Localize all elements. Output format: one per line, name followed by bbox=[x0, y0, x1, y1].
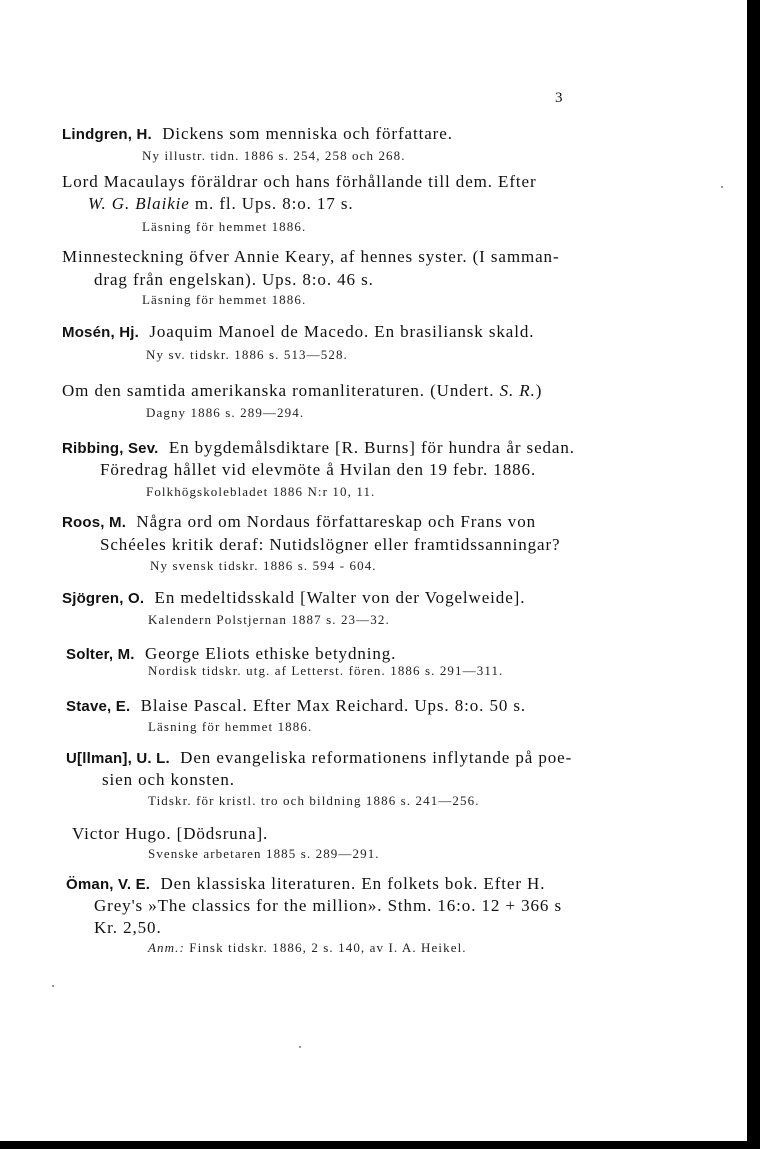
page-number: 3 bbox=[555, 90, 563, 106]
entry-author: Lindgren, H. bbox=[62, 126, 152, 143]
entry-title-line bbox=[62, 588, 525, 609]
entry-source: Ny illustr. tidn. 1886 s. 254, 258 och 268. bbox=[142, 148, 406, 163]
entry-source: Kalendern Polstjernan 1887 s. 23—32. bbox=[148, 612, 390, 627]
entry-source: Dagny 1886 s. 289—294. bbox=[146, 405, 305, 420]
entry-title-continued: Grey's »The classics for the million». Sthm. 16:o. 12 + 366 s bbox=[94, 896, 562, 915]
entry-source: Ny sv. tidskr. 1886 s. 513—528. bbox=[146, 347, 348, 362]
entry-byline: W. G. Blaikie bbox=[88, 194, 190, 213]
entry-title: Dickens som menniska och författare. bbox=[162, 124, 453, 143]
entry-anm-label: Anm.: bbox=[148, 940, 185, 955]
entry-title-continued: Schéeles kritik deraf: Nutidslögner eller framtidssanningar? bbox=[100, 535, 561, 554]
entry-title-continued bbox=[88, 194, 354, 214]
entry-title-continued: drag från engelskan). Ups. 8:o. 46 s. bbox=[94, 270, 374, 289]
entry-title-rest: m. fl. Ups. 8:o. 17 s. bbox=[194, 194, 354, 213]
entry-title-continued: Kr. 2,50. bbox=[94, 918, 162, 937]
entry-title: Blaise Pascal. Efter Max Reichard. Ups. 8:o. 50 s. bbox=[140, 696, 527, 715]
entry-title: En bygdemålsdiktare [R. Burns] för hundra år sedan. bbox=[168, 438, 575, 457]
entry-byline: S. R. bbox=[499, 381, 536, 400]
entry-title: Om den samtida amerikanska romanliteraturen. (Undert. bbox=[62, 381, 495, 400]
entry-author: U[llman], U. L. bbox=[66, 750, 170, 767]
entry-source: Svenske arbetaren 1885 s. 289—291. bbox=[148, 846, 380, 861]
entry-source: Läsning för hemmet 1886. bbox=[148, 719, 313, 734]
entry-title: Den evangeliska reformationens inflytande på poe- bbox=[180, 748, 573, 767]
scan-speck bbox=[721, 186, 723, 188]
entry-title: En medeltidsskald [Walter von der Vogelweide]. bbox=[154, 588, 526, 607]
entry-author: Solter, M. bbox=[66, 646, 135, 663]
entry-author: Sjögren, O. bbox=[62, 590, 145, 607]
entry-source: Tidskr. för kristl. tro och bildning 1886 s. 241—256. bbox=[148, 793, 480, 808]
entry-author: Mosén, Hj. bbox=[62, 324, 140, 341]
entry-source: Läsning för hemmet 1886. bbox=[142, 292, 307, 307]
entry-title-line bbox=[66, 696, 526, 717]
entry-title: Lord Macaulays föräldrar och hans förhållande till dem. Efter bbox=[62, 172, 537, 191]
entry-author: Öman, V. E. bbox=[66, 876, 151, 893]
entry-title-close: ) bbox=[535, 381, 543, 400]
entry-author: Roos, M. bbox=[62, 514, 127, 531]
entry-title-continued: sien och konsten. bbox=[102, 770, 235, 789]
scan-speck bbox=[52, 985, 54, 987]
entry-title-line bbox=[62, 438, 575, 459]
entry-title-continued: Föredrag hållet vid elevmöte å Hvilan den 19 febr. 1886. bbox=[100, 460, 537, 479]
entry-title-line bbox=[62, 381, 542, 401]
entry-anm-text: Finsk tidskr. 1886, 2 s. 140, av I. A. Heikel. bbox=[189, 940, 467, 955]
entry-source: Folkhögskolebladet 1886 N:r 10, 11. bbox=[146, 484, 376, 499]
entry-source: Läsning för hemmet 1886. bbox=[142, 219, 307, 234]
entry-author: Ribbing, Sev. bbox=[62, 440, 159, 457]
scan-border-bottom bbox=[0, 1141, 760, 1149]
scan-speck bbox=[299, 1046, 301, 1048]
entry-title-line bbox=[66, 748, 572, 769]
entry-title: Joaquim Manoel de Macedo. En brasiliansk skald. bbox=[149, 322, 535, 341]
entry-title-line bbox=[62, 322, 534, 343]
entry-source: Nordisk tidskr. utg. af Letterst. fören. 1886 s. 291—311. bbox=[148, 663, 504, 678]
entry-title: Några ord om Nordaus författareskap och Frans von bbox=[136, 512, 536, 531]
entry-title: Minnesteckning öfver Annie Keary, af hennes syster. (I samman- bbox=[62, 247, 560, 266]
entry-author: Stave, E. bbox=[66, 698, 131, 715]
entry-title-line bbox=[66, 874, 545, 895]
scan-border-right bbox=[747, 0, 760, 1149]
entry-title: Den klassiska literaturen. En folkets bok. Efter H. bbox=[160, 874, 546, 893]
entry-title: Victor Hugo. [Dödsruna]. bbox=[72, 824, 269, 843]
entry-title-line bbox=[62, 124, 453, 145]
entry-title-line bbox=[62, 512, 536, 533]
entry-title: George Eliots ethiske betydning. bbox=[145, 644, 397, 663]
entry-source: Ny svensk tidskr. 1886 s. 594 - 604. bbox=[150, 558, 377, 573]
entry-source bbox=[148, 940, 467, 956]
entry-title-line bbox=[66, 644, 396, 665]
